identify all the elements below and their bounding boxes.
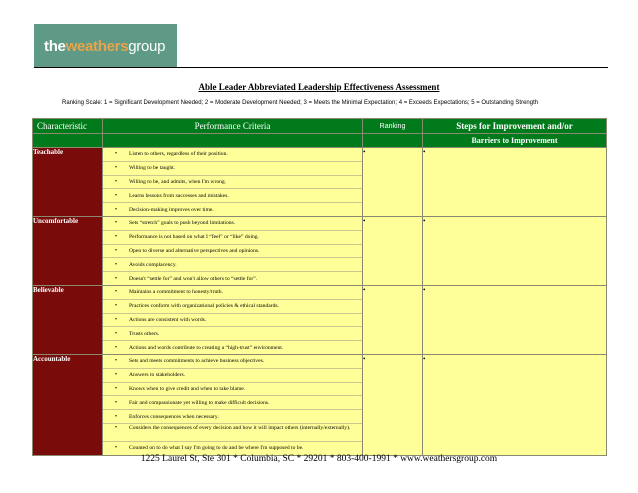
criteria-item: • Decision-making improves over time. — [103, 203, 362, 216]
bullet-icon: • — [114, 261, 118, 268]
characteristic-accountable: Accountable — [33, 354, 103, 455]
header-fill — [363, 134, 423, 148]
steps-cell[interactable] — [423, 354, 607, 455]
criteria-item: • Listen to others, regardless of their position. — [103, 148, 362, 162]
footer-address: 1225 Laurel St, Ste 301 * Columbia, SC * 29201 * 803-400-1991 * www.weathersgroup.com — [140, 454, 498, 464]
ranking-cell[interactable] — [363, 285, 426, 354]
bullet-icon: • — [363, 354, 366, 363]
steps-cell[interactable] — [423, 148, 607, 217]
logo-the: theweathers — [44, 37, 129, 55]
criteria-item: • Trusts others. — [103, 327, 362, 341]
bullet-icon: • — [114, 192, 118, 199]
bullet-icon: • — [114, 413, 118, 420]
ranking-cell[interactable] — [363, 148, 426, 217]
criteria-item: • Sets and meets commitments to achieve business objectives. — [103, 355, 362, 369]
criteria-item: • Willing to be, and admits, when I'm wrong. — [103, 176, 362, 190]
criteria-item: • Actions and words contribute to creating a “high-trust” environment. — [103, 341, 362, 354]
header-fill — [103, 134, 363, 148]
criteria-list — [103, 148, 366, 217]
criteria-item: • Knows when to give credit and when to take blame. — [103, 383, 362, 397]
bullet-icon: • — [423, 285, 426, 294]
criteria-item: • Answers to stakeholders. — [103, 369, 362, 383]
steps-cell[interactable] — [423, 285, 607, 354]
bullet-icon: • — [114, 372, 118, 379]
criteria-item: • Avoids complacency. — [103, 258, 362, 272]
criteria-item: • Performance is not based on what I “feel” or “like” doing. — [103, 231, 362, 245]
bullet-icon: • — [114, 385, 118, 392]
bullet-icon: • — [114, 275, 118, 282]
bullet-icon: • — [114, 316, 118, 323]
characteristic-believable: Believable — [33, 285, 103, 354]
page-title: Able Leader Abbreviated Leadership Effectiveness Assessment — [198, 82, 440, 92]
criteria-item: • Actions are consistent with words. — [103, 314, 362, 328]
criteria-item: • Open to diverse and alternative perspectives and opinions. — [103, 245, 362, 259]
criteria-item: • Maintains a commitment to honesty/truth. — [103, 286, 362, 300]
logo-group: group — [128, 37, 166, 55]
bullet-icon: • — [423, 216, 426, 225]
criteria-list — [103, 354, 366, 455]
bullet-icon: • — [114, 289, 118, 296]
criteria-item: • Doesn't “settle for” and won't allow others to “settle for”. — [103, 272, 362, 285]
bullet-icon: • — [363, 148, 366, 156]
header-ranking: Ranking — [363, 119, 423, 134]
criteria-item: • Practices conform with organizational policies & ethical standards. — [103, 300, 362, 314]
characteristic-teachable: Teachable — [33, 148, 103, 217]
bullet-icon: • — [114, 445, 118, 452]
bullet-icon: • — [114, 206, 118, 213]
criteria-item: • Sets “stretch” goals to push beyond limitations. — [103, 217, 362, 231]
criteria-item: • Fair and compassionate yet willing to make difficult decisions. — [103, 396, 362, 410]
header-criteria: Performance Criteria — [103, 119, 363, 134]
bullet-icon: • — [114, 178, 118, 185]
bullet-icon: • — [423, 148, 426, 156]
criteria-item: • Counted on to do what I say I'm going to do and be where I'm supposed to be. — [103, 442, 362, 455]
bullet-icon: • — [114, 330, 118, 337]
company-logo — [34, 24, 177, 68]
bullet-icon: • — [114, 399, 118, 406]
criteria-item: • Learns lessons from successes and mistakes. — [103, 189, 362, 203]
bullet-icon: • — [363, 216, 366, 225]
bullet-icon: • — [114, 247, 118, 254]
criteria-item: • Willing to be taught. — [103, 162, 362, 176]
header-characteristic: Characteristic — [33, 119, 103, 134]
header-barriers: Barriers to Improvement — [423, 134, 607, 148]
bullet-icon: • — [114, 165, 118, 172]
ranking-cell[interactable] — [363, 216, 426, 285]
header-fill — [33, 134, 103, 148]
bullet-icon: • — [114, 234, 118, 241]
criteria-item: • Enforces consequences when necessary. — [103, 410, 362, 424]
criteria-list — [103, 216, 366, 285]
bullet-icon: • — [363, 285, 366, 294]
characteristic-uncomfortable: Uncomfortable — [33, 216, 103, 285]
bullet-icon: • — [114, 344, 118, 351]
ranking-scale: Ranking Scale: 1 = Significant Development Needed; 2 = Moderate Development Needed; 3 = Meets the Minimal Expectation; 4 = Exceeds Expectations; 5 = Outstanding Strength — [62, 100, 539, 106]
steps-cell[interactable] — [423, 216, 607, 285]
bullet-icon: • — [114, 358, 118, 365]
bullet-icon: • — [114, 303, 118, 310]
assessment-table — [32, 118, 607, 456]
header-rule — [34, 67, 608, 68]
bullet-icon: • — [114, 151, 118, 158]
bullet-icon: • — [114, 220, 118, 227]
bullet-icon: • — [423, 354, 426, 363]
ranking-cell[interactable] — [363, 354, 426, 455]
criteria-list — [103, 285, 366, 354]
criteria-item: • Considers the consequences of every decision and how it will impact others (internally/externally). — [103, 424, 362, 442]
header-steps: Steps for Improvement and/or — [423, 119, 607, 134]
bullet-icon: • — [114, 424, 118, 431]
